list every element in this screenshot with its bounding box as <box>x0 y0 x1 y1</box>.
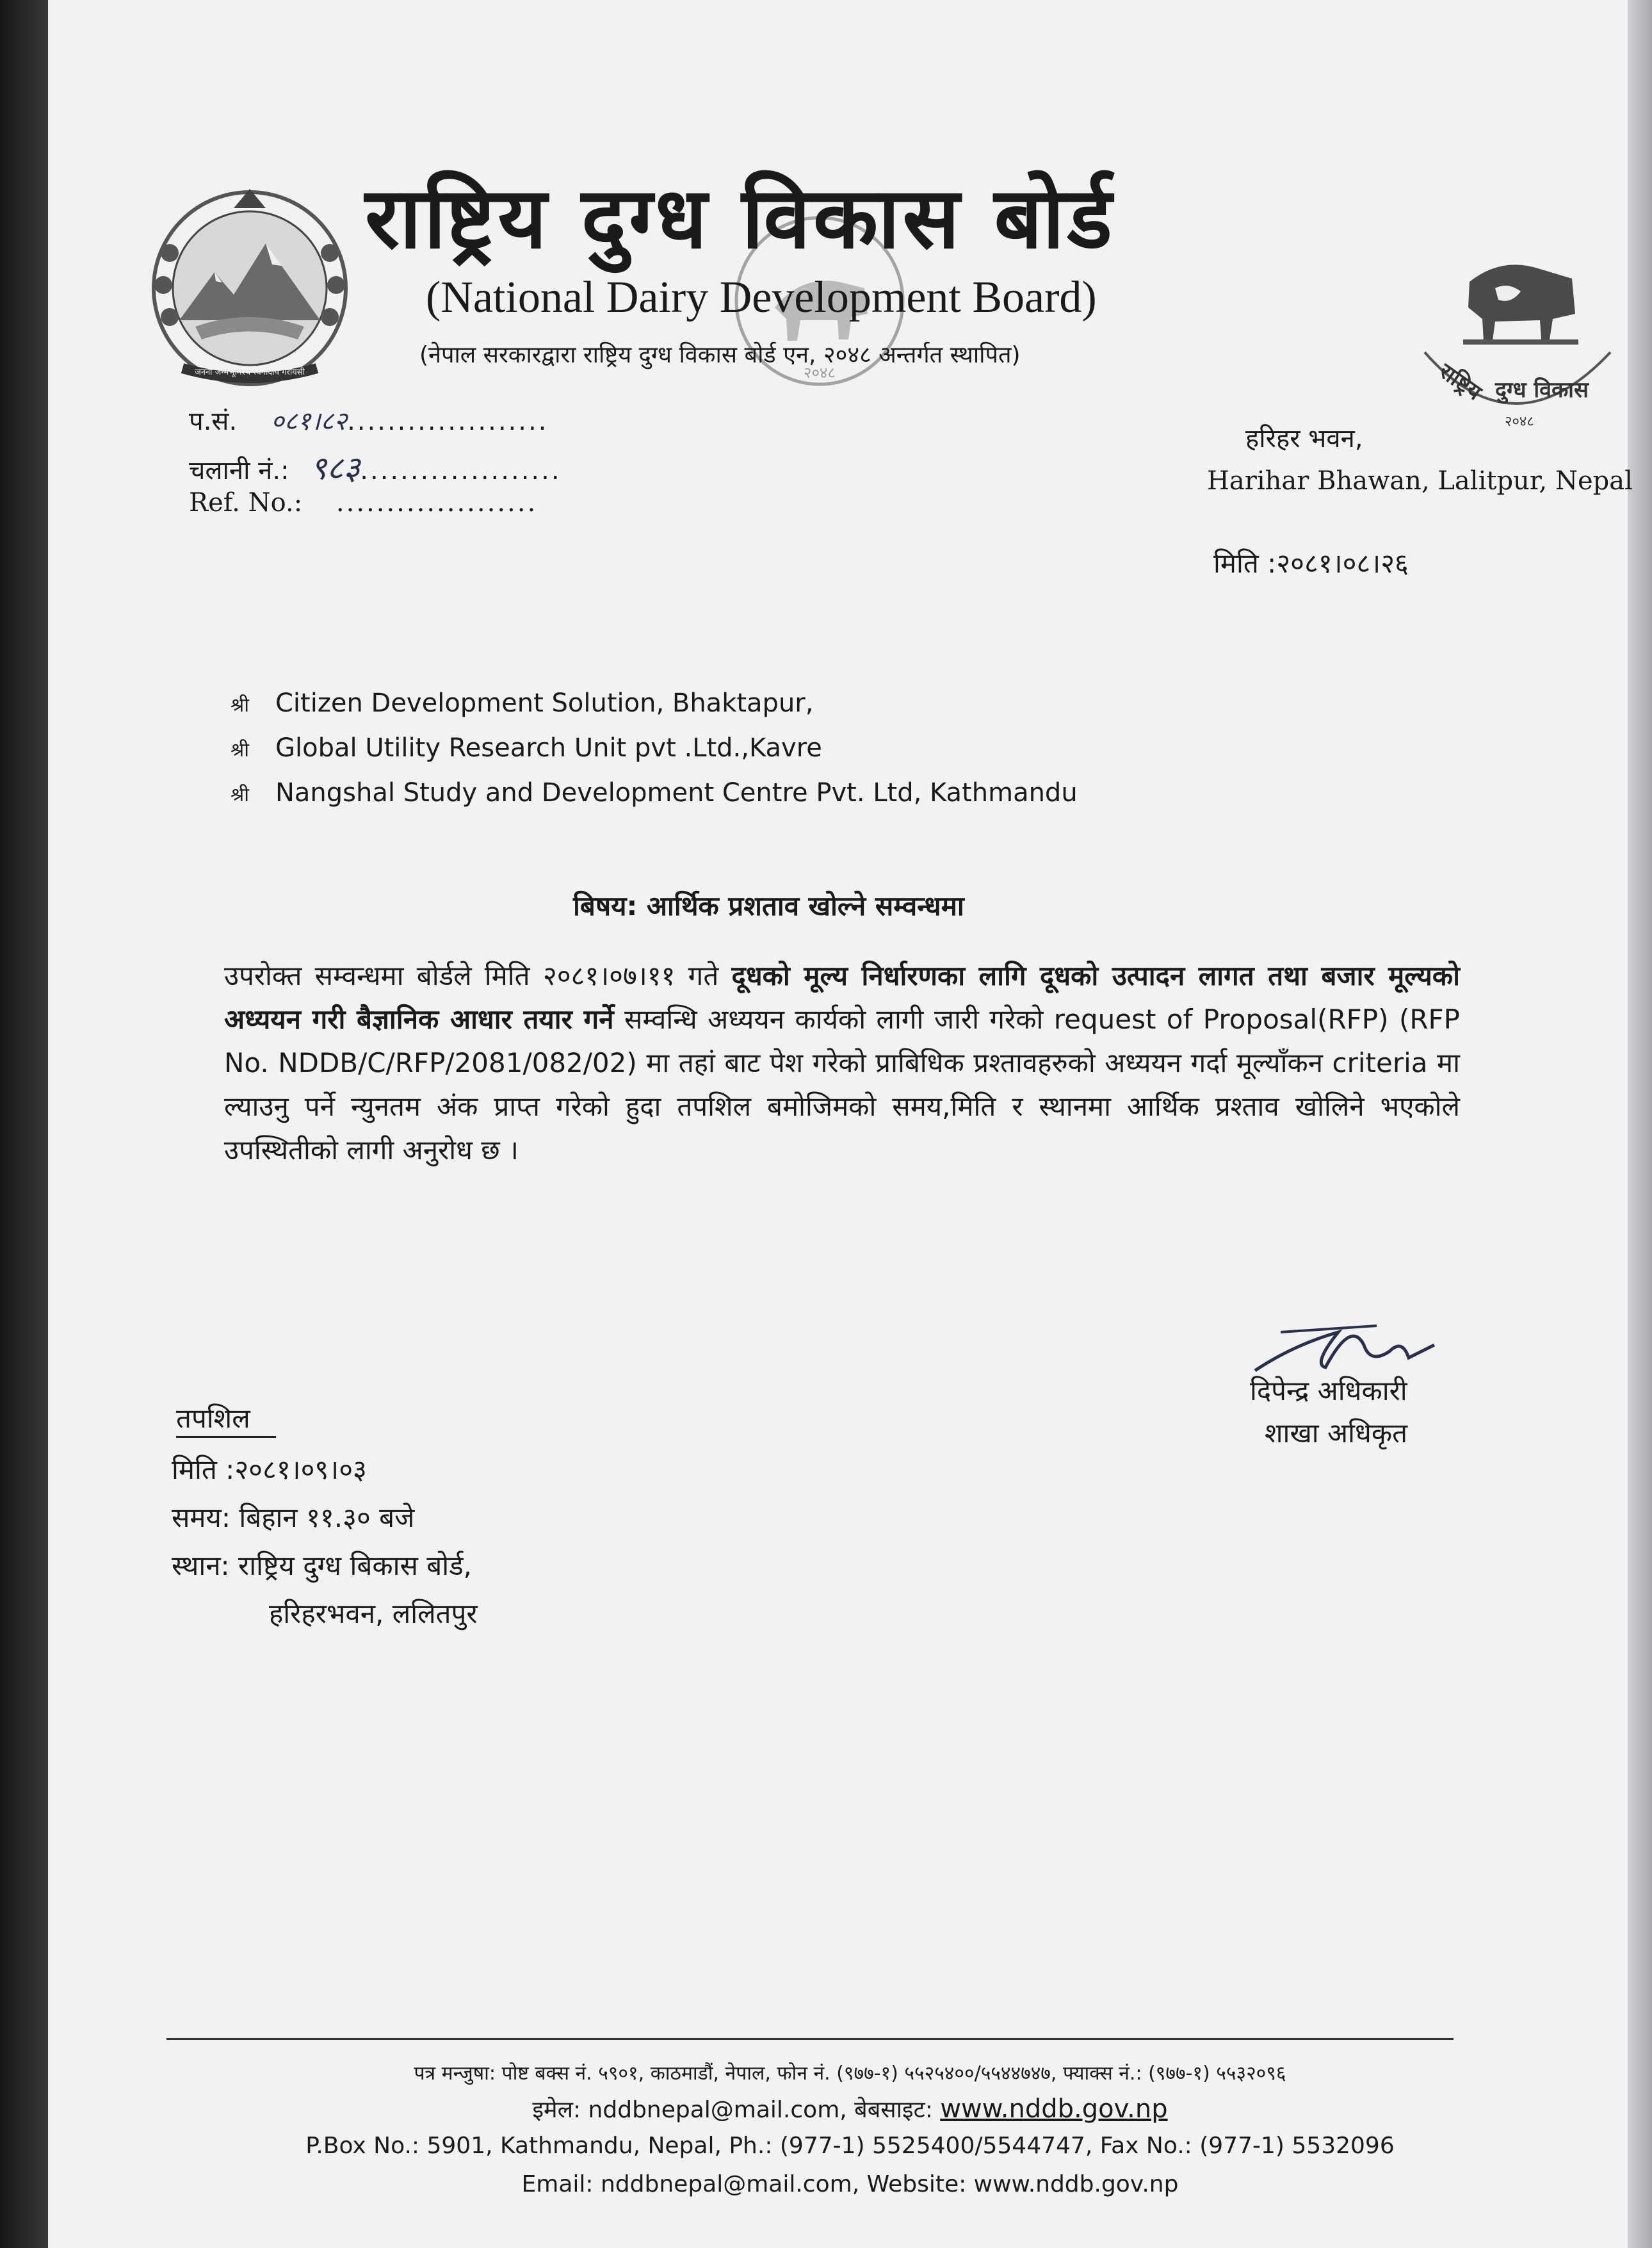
body-study-title: दूधको मूल्य निर्धारणका लागि दूधको उत्पादन लागत तथा बजार मूल्यको अध्ययन गरी बैज्ञानिक आधार तयार गर्ने <box>224 960 1460 1035</box>
honorific: श्री <box>231 784 250 806</box>
seal-text-3: २०४८ <box>1505 414 1534 430</box>
honorific: श्री <box>231 694 250 717</box>
fiscal-year-label: प.सं. <box>189 407 238 436</box>
footer-email-website-nepali <box>48 2093 1652 2124</box>
fiscal-year-value: ०८१।८२ <box>270 407 348 436</box>
letter-body <box>224 954 1460 1172</box>
letterhead-title-nepali: राष्ट्रिय दुग्ध विकास बोर्ड <box>365 169 1115 268</box>
footer-email-label: इमेल: nddbnepal@mail.com, बेबसाइट: <box>532 2097 941 2123</box>
schedule-place: स्थान: राष्ट्रिय दुग्ध बिकास बोर्ड, <box>172 1550 472 1581</box>
dispatch-number-dots: .................... <box>360 456 562 485</box>
footer-website-link[interactable]: www.nddb.gov.np <box>940 2094 1168 2124</box>
fiscal-year-dots: .................... <box>347 407 549 436</box>
footer-divider <box>166 2038 1454 2040</box>
recipient-1 <box>231 688 813 718</box>
fiscal-year-line <box>189 402 548 437</box>
footer-english-contact: P.Box No.: 5901, Kathmandu, Nepal, Ph.: (977-1) 5525400/5544747, Fax No.: (977-1) 5532096 <box>305 2133 1395 2159</box>
signatory-designation: शाखा अधिकृत <box>1265 1417 1408 1449</box>
nepal-government-emblem-icon <box>144 183 355 394</box>
letterhead-subtitle: (नेपाल सरकारद्वारा राष्ट्रिय दुग्ध विकास बोर्ड एन, २०४८ अन्तर्गत स्थापित) <box>419 342 1021 368</box>
schedule-heading: तपशिल <box>176 1399 276 1438</box>
dispatch-number-label: चलानी नं.: <box>189 456 289 485</box>
footer-english-email: Email: nddbnepal@mail.com, Website: www.nddb.gov.np <box>521 2171 1179 2197</box>
scan-edge-left <box>0 0 48 2248</box>
recipient-2 <box>231 733 822 763</box>
letter-date: मिति :२०८१।०८।२६ <box>1213 548 1409 579</box>
dispatch-number-line <box>189 445 562 489</box>
ref-number-label: Ref. No.: <box>189 488 303 517</box>
seal-text-2: दुग्ध विकास <box>1495 377 1589 403</box>
honorific: श्री <box>231 739 250 762</box>
body-intro: उपरोक्त सम्वन्धमा बोर्डले मिति २०८१।०७।११ गते <box>224 960 732 991</box>
address-english: Harihar Bhawan, Lalitpur, Nepal <box>1207 466 1633 496</box>
ref-number-line <box>189 488 537 517</box>
ref-number-dots: .................... <box>336 488 538 517</box>
address-nepali: हरिहर भवन, <box>1245 424 1363 453</box>
signatory-name: दिपेन्द्र अधिकारी <box>1250 1375 1407 1406</box>
letter-subject: बिषय: आर्थिक प्रशताव खोल्ने सम्वन्धमा <box>573 890 964 922</box>
dispatch-number-value: ९८३ <box>310 450 360 487</box>
recipient-3 <box>231 778 1078 808</box>
recipient-name: Nangshal Study and Development Centre Pvt. Ltd, Kathmandu <box>275 778 1078 808</box>
schedule-place-address: हरिहरभवन, ललितपुर <box>269 1598 478 1629</box>
footer-nepali-contact: पत्र मन्जुषा: पोष्ट बक्स नं. ५९०१, काठमाडौं, नेपाल, फोन नं. (९७७-१) ५५२५४००/५५४४७४७, फ्याक्स नं.: (९७७-१) ५५३२०९६ <box>414 2062 1286 2085</box>
body-main: सम्वन्धि अध्ययन कार्यको लागी जारी गरेको request of Proposal(RFP) (RFP No. NDDB/C/RFP/2081/082/02) मा तहां बाट पेश गरेको प्राबिधिक प्रश्तावहरुको अध्ययन गर्दा मूल्याँकन criteria मा ल्याउनु पर्ने न्युनतम अंक प्राप्त गरेको हुदा तपशिल बमोजिमको समय,मिति र स्थानमा आर्थिक प्रश्ताव खोलिने भएकोले उपस्थितीको लागी अनुरोध छ । <box>224 1004 1460 1166</box>
scan-edge-right <box>1628 0 1652 2248</box>
nddb-cow-seal-icon <box>1399 243 1630 455</box>
schedule-date: मिति :२०८१।०९।०३ <box>172 1454 367 1485</box>
recipient-name: Global Utility Research Unit pvt .Ltd.,Kavre <box>275 733 822 763</box>
recipient-name: Citizen Development Solution, Bhaktapur, <box>275 688 814 718</box>
emblem-motto: जननी जन्मभूमिश्च स्वर्गादपि गरीयसी <box>195 368 305 377</box>
schedule-time: समय: बिहान ११.३० बजे <box>172 1502 415 1533</box>
seal-text-1: राष्ट्रिय <box>1434 358 1487 406</box>
letterhead-title-english: (National Dairy Development Board) <box>426 273 1097 322</box>
svg-text:२०४८: २०४८ <box>804 364 836 382</box>
